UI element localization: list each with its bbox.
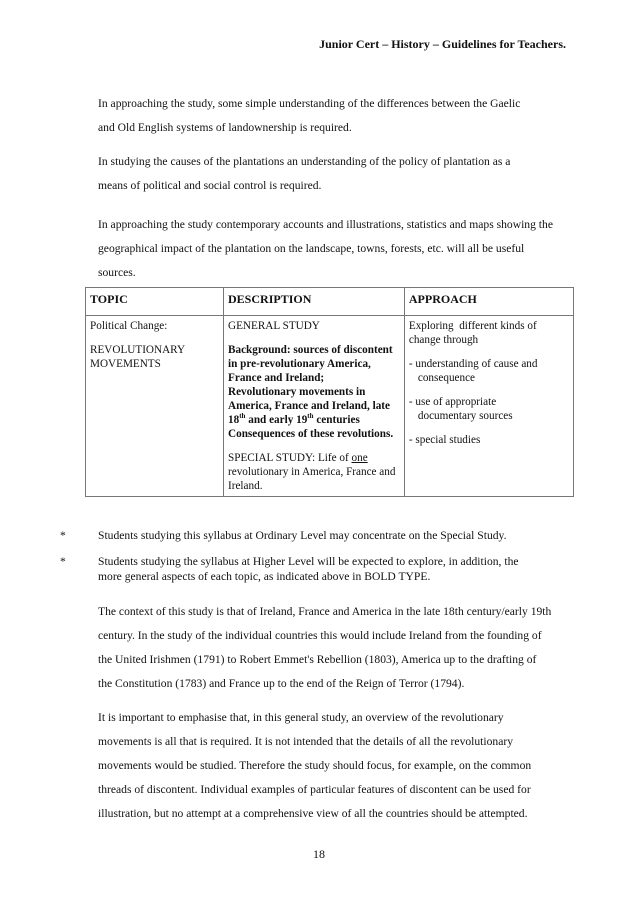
text-line: movements is all that is required. It is not intended that the details of all the revolutionary	[98, 735, 514, 748]
topic-line: MOVEMENTS	[90, 358, 161, 370]
text-line: the Constitution (1783) and France up to the end of the Reign of Terror (1794).	[98, 677, 465, 690]
special-study-line: Ireland.	[228, 480, 263, 492]
text-line: It is important to emphasise that, in this general study, an overview of the revolutionary	[98, 711, 504, 724]
topic-cell	[86, 316, 224, 497]
text-line: In approaching the study, some simple understanding of the differences between the Gaelic	[98, 97, 521, 110]
description-bold-line: Revolutionary movements in	[228, 386, 366, 398]
topic-line: REVOLUTIONARY	[90, 344, 186, 356]
text-line: In approaching the study contemporary accounts and illustrations, statistics and maps showing the	[98, 218, 553, 231]
topic-line: Political Change:	[90, 320, 168, 332]
text-line: illustration, but no attempt at a comprehensive view of all the countries should be attempted.	[98, 807, 528, 820]
note-asterisk: *	[60, 555, 66, 568]
approach-bullet: - use of appropriate	[408, 396, 497, 408]
approach-line: Exploring different kinds of	[408, 320, 537, 332]
text-line: and Old English systems of landownership is required.	[98, 121, 352, 134]
description-bold-line: Background: sources of discontent	[228, 344, 393, 356]
text-line: sources.	[98, 266, 136, 279]
text-line: means of political and social control is required.	[98, 179, 322, 192]
text-line: the United Irishmen (1791) to Robert Emmet's Rebellion (1803), America up to the drafting of	[98, 653, 537, 666]
header-topic: TOPIC	[86, 288, 224, 316]
special-study-line: SPECIAL STUDY: Life of one	[228, 452, 368, 464]
text-line: Students studying the syllabus at Higher Level will be expected to explore, in addition, the	[98, 555, 519, 568]
note-text	[98, 528, 507, 543]
overview-paragraph	[98, 706, 578, 826]
approach-bullet-cont: documentary sources	[417, 410, 513, 422]
approach-bullet: - understanding of cause and	[408, 358, 538, 370]
approach-cell	[404, 316, 573, 497]
syllabus-table	[85, 287, 574, 497]
context-paragraph	[98, 600, 578, 696]
description-bold-line: in pre-revolutionary America,	[228, 358, 371, 370]
intro-paragraph-1	[98, 92, 578, 140]
general-study-label: GENERAL STUDY	[228, 320, 320, 332]
page-number: 18	[313, 847, 325, 861]
text-line: more general aspects of each topic, as indicated above in BOLD TYPE.	[98, 570, 431, 583]
text-line: geographical impact of the plantation on the landscape, towns, forests, etc. will all be useful	[98, 242, 525, 255]
approach-line: change through	[408, 334, 479, 346]
approach-bullet: - special studies	[408, 434, 481, 446]
note-asterisk: *	[60, 529, 66, 542]
description-cell	[224, 316, 405, 497]
text-line: movements would be studied. Therefore the study should focus, for example, on the common	[98, 759, 532, 772]
centuries-line: 18th and early 19th centuries	[228, 412, 360, 426]
text-line: threads of discontent. Individual examples of particular features of discontent can be used for	[98, 783, 531, 796]
description-bold-line: America, France and Ireland, late	[228, 400, 390, 412]
document-header: Junior Cert – History – Guidelines for Teachers.	[319, 37, 566, 51]
intro-paragraph-3	[98, 213, 578, 285]
table-header-row	[86, 288, 574, 316]
approach-bullet-cont: consequence	[417, 372, 476, 384]
text-line: century. In the study of the individual countries this would include Ireland from the founding of	[98, 629, 542, 642]
consequences-line: Consequences of these revolutions.	[228, 428, 394, 440]
note-text	[98, 554, 519, 584]
intro-paragraph-2	[98, 150, 578, 198]
header-approach: APPROACH	[404, 288, 573, 316]
header-description: DESCRIPTION	[224, 288, 405, 316]
text-line: The context of this study is that of Ireland, France and America in the late 18th century/early 19th	[98, 605, 552, 618]
text-line: In studying the causes of the plantations an understanding of the policy of plantation as a	[98, 155, 511, 168]
special-study-line: revolutionary in America, France and	[228, 466, 396, 478]
text-line: Students studying this syllabus at Ordinary Level may concentrate on the Special Study.	[98, 529, 507, 542]
table-row	[86, 316, 574, 497]
description-bold-line: France and Ireland;	[228, 372, 325, 384]
